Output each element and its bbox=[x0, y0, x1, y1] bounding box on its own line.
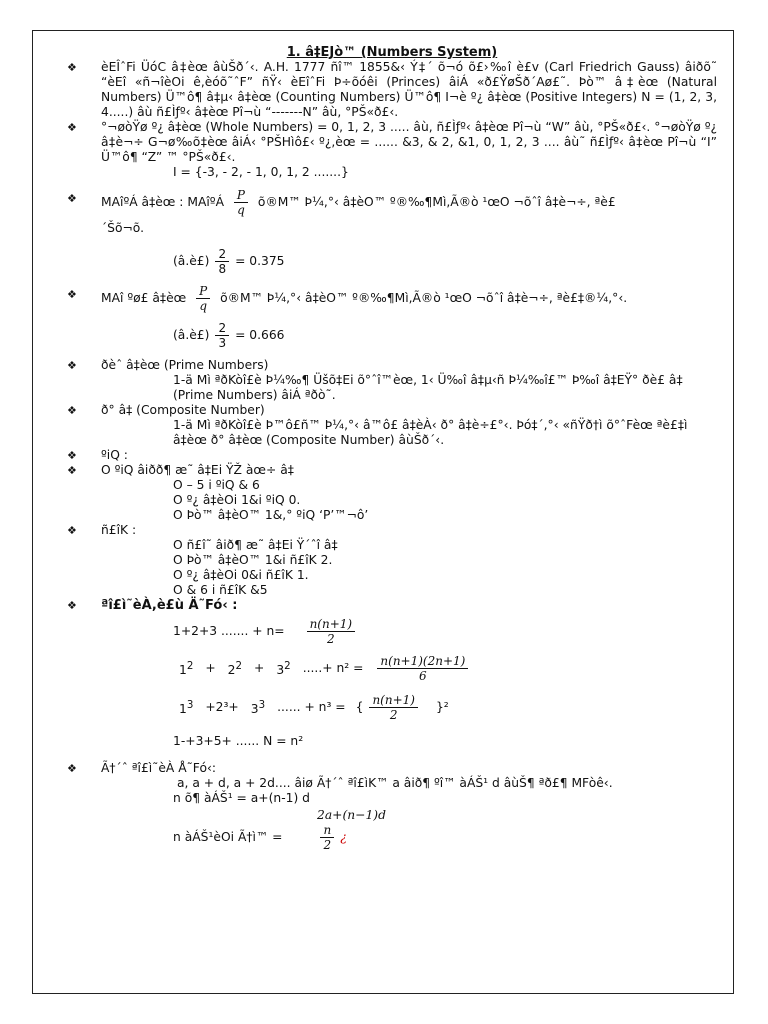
paragraph-text: O ºiQ âiðð¶ æ˜ â‡Ei ŸŽ àœ÷ â‡ bbox=[101, 463, 294, 477]
paragraph-arithmetic-series bbox=[67, 761, 717, 776]
fraction: $\frac{2}{8}$ bbox=[215, 247, 229, 276]
successor-example-2: O º¿ â‡èOi 1&i ºiQ 0. bbox=[173, 493, 301, 507]
symbol: ¿ bbox=[340, 830, 347, 844]
fraction: $\frac{2}{3}$ bbox=[215, 321, 229, 350]
term: $2^2$ bbox=[227, 659, 243, 678]
paragraph-irrational bbox=[67, 284, 717, 313]
term: $1^3$ bbox=[179, 698, 194, 717]
formula-left: n àÁŠ¹èOi Ã†ì™ = bbox=[173, 830, 283, 844]
nth-term-formula: n õ¶ àÁŠ¹ = a+(n-1) d bbox=[173, 791, 310, 805]
prime-definition: 1-ä Mì ªðKòî£è Þ¼‰¶ Üšõ‡Ei õ°ˆî™èœ, 1‹ Ü‰î â‡µ‹ñ Þ¼‰î£™ Þ‰î â‡EŸ° ðè£ â‡ (Prime Numbers) âiÁ ªðò˜. bbox=[173, 373, 683, 402]
bullet-icon: ❖ bbox=[67, 359, 77, 372]
paragraph-composite bbox=[67, 403, 717, 418]
paragraph-text: ð° â‡ (Composite Number) bbox=[101, 403, 265, 417]
paragraph-whole-numbers bbox=[67, 120, 717, 165]
successor-example-1: O – 5 i ºiQ & 6 bbox=[173, 478, 260, 492]
bullet-icon: ❖ bbox=[67, 762, 77, 775]
formula-middle: .....+ n² = bbox=[302, 661, 364, 675]
bullet-icon: ❖ bbox=[67, 599, 77, 612]
sum-formula bbox=[67, 823, 717, 852]
paragraph-rational bbox=[67, 188, 717, 239]
paragraph-text: èEÎˆFi ÜóC â‡èœ âùŠð´‹. A.H. 1777 ñî™ 1855&‹ Ý‡´ õ¬ó õ£›‰î è£v (Carl Friedrich Gauss) âiðõ˜ “èEî «ñ¬îèOi ê‚èóõ˜ˆF” ñŸ‹ èEîˆFi Þ÷õóêi (Princes) âiÁ «ð£ŸøŠð´Aø£˜. Þò™ â‡èœ (Natural Numbers) Ü™ô¶ â‡µ‹ â‡èœ (Counting Numbers) Ü™ô¶ I¬è º¿ â‡èœ (Positive Integers) N = (1, 2, 3, 4.....) âù ñ£Ìƒº‹ â‡èœ Pî¬ù “-------N” âù, °PŠ«ð£‹. bbox=[101, 60, 717, 119]
formula-sum-cubes bbox=[67, 693, 717, 722]
bullet-icon: ❖ bbox=[67, 192, 77, 205]
formula-odd-sum: 1-+3+5+ ...... N = n² bbox=[173, 734, 304, 748]
paragraph-successor-def bbox=[67, 463, 717, 478]
bullet-icon: ❖ bbox=[67, 404, 77, 417]
formula-middle: ...... + n³ = bbox=[277, 700, 346, 714]
formula-sum-n bbox=[67, 617, 717, 646]
paragraph-successor bbox=[67, 448, 717, 463]
predecessor-example-2: O º¿ â‡èOi 0&i ñ£îK 1. bbox=[173, 568, 309, 582]
brace: { bbox=[355, 700, 364, 714]
bullet-icon: ❖ bbox=[67, 449, 77, 462]
sum-formula-numerator: 2a+(n−1)d bbox=[317, 808, 386, 822]
bullet-icon: ❖ bbox=[67, 288, 77, 301]
example-irrational bbox=[67, 321, 717, 350]
arithmetic-series-def: a, a + d, a + 2d.... âiø Ã†´ˆ ªî£ìK™ a âið¶ ºî™ àÁŠ¹ d âùŠ¶ ªð£¶ MFòê‹. bbox=[177, 776, 613, 790]
heading-series-formulas bbox=[67, 598, 717, 613]
term: $1^2$ bbox=[179, 659, 194, 678]
paragraph-text: °¬øòŸø º¿ â‡èœ (Whole Numbers) = 0, 1, 2, 3 ..... âù, ñ£Ìƒº‹ â‡èœ Pî¬ù “W” âù, °PŠ«ð£‹. °¬øòŸø º¿ â‡è¬÷ G¬ø‰õ‡èœ âiÁ‹ °PŠHìô£‹ º¿,èœ = ...... &3, & 2, &1, 0, 1, 2, 3 .... âù˜ ñ£Ìƒº‹ â‡èœ Pî¬ù “I” Ü™ô¶ “Z” ™ °PŠ«ð£‹. bbox=[101, 120, 718, 164]
paragraph-intro bbox=[67, 60, 717, 120]
bullet-icon: ❖ bbox=[67, 524, 77, 537]
paragraph-text: ðèˆ â‡èœ (Prime Numbers) bbox=[101, 358, 269, 372]
paragraph-text: ´Šõ¬õ. bbox=[101, 221, 144, 235]
predecessor-example-3: O & 6 i ñ£îK &5 bbox=[173, 583, 268, 597]
fraction-p-over-q: $\frac{P}{q}$ bbox=[196, 284, 210, 313]
term: +2³+ bbox=[205, 700, 239, 714]
paragraph-text: Ã†´ˆ ªî£ì˜èÀ Å˜Fó‹: bbox=[101, 761, 217, 775]
example-label: (â.è£) bbox=[173, 328, 210, 342]
formula-left: 1+2+3 ....... + n= bbox=[173, 624, 285, 638]
document-body bbox=[67, 45, 717, 852]
predecessor-def: O ñ£î˜ âið¶ æ˜ â‡Ei Ÿ´ˆî â‡ bbox=[173, 538, 338, 552]
bullet-icon: ❖ bbox=[67, 121, 77, 134]
paragraph-text: ºiQ : bbox=[101, 448, 128, 462]
bullet-icon: ❖ bbox=[67, 61, 77, 74]
fraction: $\frac{n(n+1)}{2}$ bbox=[307, 617, 356, 646]
fraction: $\frac{n(n+1)(2n+1)}{6}$ bbox=[377, 654, 468, 683]
term: $3^2$ bbox=[276, 659, 291, 678]
page-frame bbox=[32, 30, 734, 994]
fraction: $\frac{n}{2}$ bbox=[320, 823, 334, 852]
example-value: = 0.375 bbox=[235, 254, 285, 268]
heading-text: ªî£ì˜èÀ,è£ù Ä˜Fó‹ : bbox=[101, 598, 238, 613]
predecessor-example-1: O Þò™ â‡èO™ 1&i ñ£îK 2. bbox=[173, 553, 333, 567]
paragraph-text: MAî ºø£ â‡èœ bbox=[101, 291, 187, 305]
formula-end: }² bbox=[435, 700, 449, 714]
successor-example-3: O Þò™ â‡èO™ 1&,° ºiQ ‘P’™¬ô’ bbox=[173, 508, 369, 522]
paragraph-text: õ®M™ Þ¼,°‹ â‡èO™ º®‰¶Mì,Ã®ò ¹œO ¬õˆî â‡è¬÷, ªè£ bbox=[257, 195, 616, 209]
composite-definition: 1-ä Mì ªðKòî£è Þ™ô£ñ™ Þ¼,°‹ â™ô£ â‡èÀ‹ ð° â‡è÷£°‹. Þó‡´,°‹ «ñŸð†ì õ°ˆFèœ ªè£‡ì â‡èœ ð° â‡èœ (Composite Number) âùŠð´‹. bbox=[173, 418, 688, 447]
fraction-p-over-q: $\frac{P}{q}$ bbox=[234, 188, 248, 217]
paragraph-prime bbox=[67, 358, 717, 373]
example-rational bbox=[67, 247, 717, 276]
integers-set: I = {-3, - 2, - 1, 0, 1, 2 .......} bbox=[173, 165, 349, 179]
paragraph-text: õ®M™ Þ¼,°‹ â‡èO™ º®‰¶Mì,Ã®ò ¹œO ¬õˆî â‡è¬÷, ªè£‡®¼,°‹. bbox=[220, 291, 628, 305]
page-title: 1. â‡EJò™ (Numbers System) bbox=[286, 45, 498, 60]
paragraph-predecessor bbox=[67, 523, 717, 538]
paragraph-text: ñ£îK : bbox=[101, 523, 137, 537]
formula-sum-squares: $1^2$ + $2^2$ + $3^2$ .....+ n² = $\frac{n(n+1)(2n+1)}{6}$ bbox=[67, 654, 717, 683]
example-label: (â.è£) bbox=[173, 254, 210, 268]
term: $3^3$ bbox=[250, 698, 266, 717]
example-value: = 0.666 bbox=[235, 328, 285, 342]
fraction: $\frac{n(n+1)}{2}$ bbox=[369, 693, 418, 722]
bullet-icon: ❖ bbox=[67, 464, 77, 477]
paragraph-text: MAîºÁ â‡èœ : MAîºÁ bbox=[101, 195, 224, 209]
